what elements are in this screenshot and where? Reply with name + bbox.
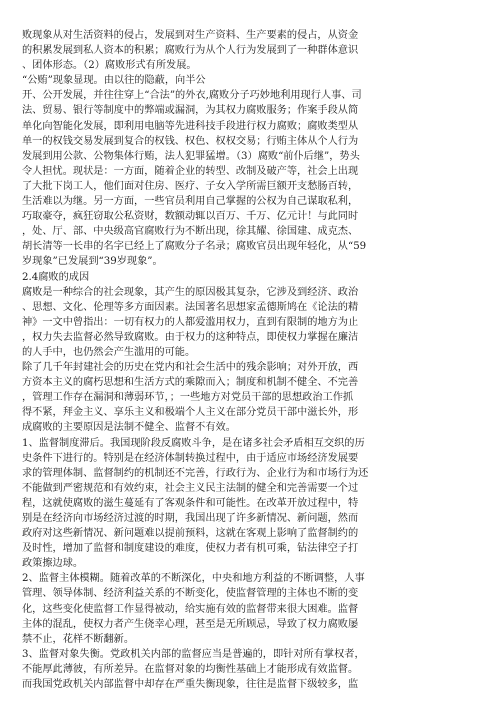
text-line: “公贿”现象显现。由以往的隐蔽，向半公 [22, 75, 206, 87]
text-line: 腐败是一种综合的社会现象，其产生的原因极其复杂，它涉及到经济、政治 [22, 286, 359, 298]
text-line: ，管理工作存在漏洞和薄弱环节，；一些地方对党员干部的思想政治工作抓 [22, 392, 354, 404]
text-line: 2、监督主体模糊。随着改革的不断深化，中央和地方利益的不断调整，人事 [22, 573, 365, 585]
text-line: 神》一文中曾指出：一切有权力的人都爱滥用权力，直到有限制的地方为止 [22, 316, 359, 328]
text-line: 程，这就使腐败的滋生蔓延有了客观条件和可能性。在改革开放过程中，特 [22, 497, 359, 509]
text-line: 政策擦边球。 [22, 558, 84, 570]
text-line: ，处、厅、部、中央级高官腐败行为不断出现，徐其耀、徐国建、成克杰、 [22, 226, 359, 238]
text-line: 生活难以为继。另一方面，一些官员利用自己掌握的公权为自己谋取私利， [22, 196, 359, 208]
text-line: 不能做到严密规范和有效约束，社会主义民主法制的健全和完善需要一个过 [22, 482, 359, 494]
document-body [22, 28, 482, 692]
text-line: 3、监督对象失衡。党政机关内部的监督应当是普遍的，即针对所有掌权者， [22, 648, 365, 660]
text-line: 令人担忧。现状是：一方面，随着企业的转型、改制及破产等，社会上出现 [22, 165, 359, 177]
text-line: 单化向智能化发展，即利用电脑等先进科技手段进行权力腐败；腐败类型从 [22, 120, 359, 132]
text-line: 单一的权钱交易发展到复合的权钱、权色、权权交易；行贿主体从个人行为 [22, 135, 359, 147]
text-line: 史条件下进行的。特别是在经济体制转换过程中，由于适应市场经济发展要 [22, 452, 359, 464]
text-line: 管理、领导体制、经济利益关系的不断变化，使监督管理的主体也不断的变 [22, 588, 359, 600]
text-line: 而我国党政机关内部监督中却存在严重失衡现象，往往是监督下级较多，监 [22, 679, 359, 691]
text-line: 方资本主义的腐朽思想和生活方式的乘隙而入；制度和机制不健全、不完善 [22, 377, 359, 389]
text-line: ，权力失去监督必然导致腐败。由于权力的这种特点，即使权力掌握在廉洁 [22, 331, 359, 343]
text-line: 胡长清等一长串的名字已经上了腐败分子名录；腐败官员出现年轻化，从“59 [22, 241, 367, 253]
text-line: 的人手中，也仍然会产生滥用的可能。 [22, 346, 196, 358]
text-line: 法、贸易、银行等制度中的弊端或漏洞，为其权力腐败服务；作案手段从简 [22, 105, 359, 117]
text-line: 求的管理体制、监督制约的机制还不完善，行政行为、企业行为和市场行为还 [22, 467, 369, 479]
text-line: 的积累发展到私人资本的积累；腐败行为从个人行为发展到了一种群体意识 [22, 45, 359, 57]
text-line: 2.4腐败的成因 [22, 271, 90, 283]
text-line: 1、监督制度滞后。我国现阶段反腐败斗争，是在诸多社会矛盾相互交织的历 [22, 437, 365, 449]
text-line: 、团体形态。（2）腐败形式有所发展。 [22, 60, 197, 72]
text-line: 及时性，增加了监督和制度建设的难度，使权力者有机可乘，钻法律空子打 [22, 543, 359, 555]
text-line: 岁现象”已发展到“39岁现象”。 [22, 256, 163, 268]
text-line: 主体的混乱，使权力者产生侥幸心理，甚至是无所顾忌，导致了权力腐败屡 [22, 618, 359, 630]
text-line: 巧取豪夺，疯狂窃取公私资财，数额动辄以百万、千万、亿元计！与此同时 [22, 211, 359, 223]
text-line: 禁不止，花样不断翻新。 [22, 633, 135, 645]
text-line: 政府对这些新情况、新问题难以提前预料，这就在客观上影响了监督制约的 [22, 528, 359, 540]
text-line: 了大批下岗工人，他们面对住房、医疗、子女入学所需巨额开支愁肠百转， [22, 180, 359, 192]
text-line: 化，这些变化使监督工作显得被动，给实施有效的监督带来很大困难。监督 [22, 603, 359, 615]
text-line: 得不紧，拜金主义、享乐主义和极端个人主义在部分党员干部中滋长外，形 [22, 407, 359, 419]
text-line: 别是在经济向市场经济过渡的时期，我国出现了许多新情况、新问题，然而 [22, 513, 359, 524]
text-line: 除了几千年封建社会的历史在党内和社会生活中的残余影响；对外开放，西 [22, 362, 359, 374]
text-line: 败现象从对生活资料的侵占，发展到对生产资料、生产要素的侵占，从资金 [22, 30, 359, 41]
text-line: 发展到用公款、公物集体行贿，法人犯罪猛增。（3）腐败“前仆后继”，势头 [22, 150, 360, 162]
text-line: 不能厚此薄彼，有所差异。在监督对象的均衡性基础上才能形成有效监督。 [22, 663, 359, 675]
text-line: 开、公开发展，并往往穿上“合法”的外衣,腐败分子巧妙地利用现行人事、司 [22, 90, 362, 102]
text-line: 成腐败的主要原因是法制不健全、监督不有效。 [22, 422, 236, 434]
text-line: 、思想、文化、伦理等多方面因素。法国著名思想家孟德斯鸠在《论法的精 [22, 301, 359, 313]
